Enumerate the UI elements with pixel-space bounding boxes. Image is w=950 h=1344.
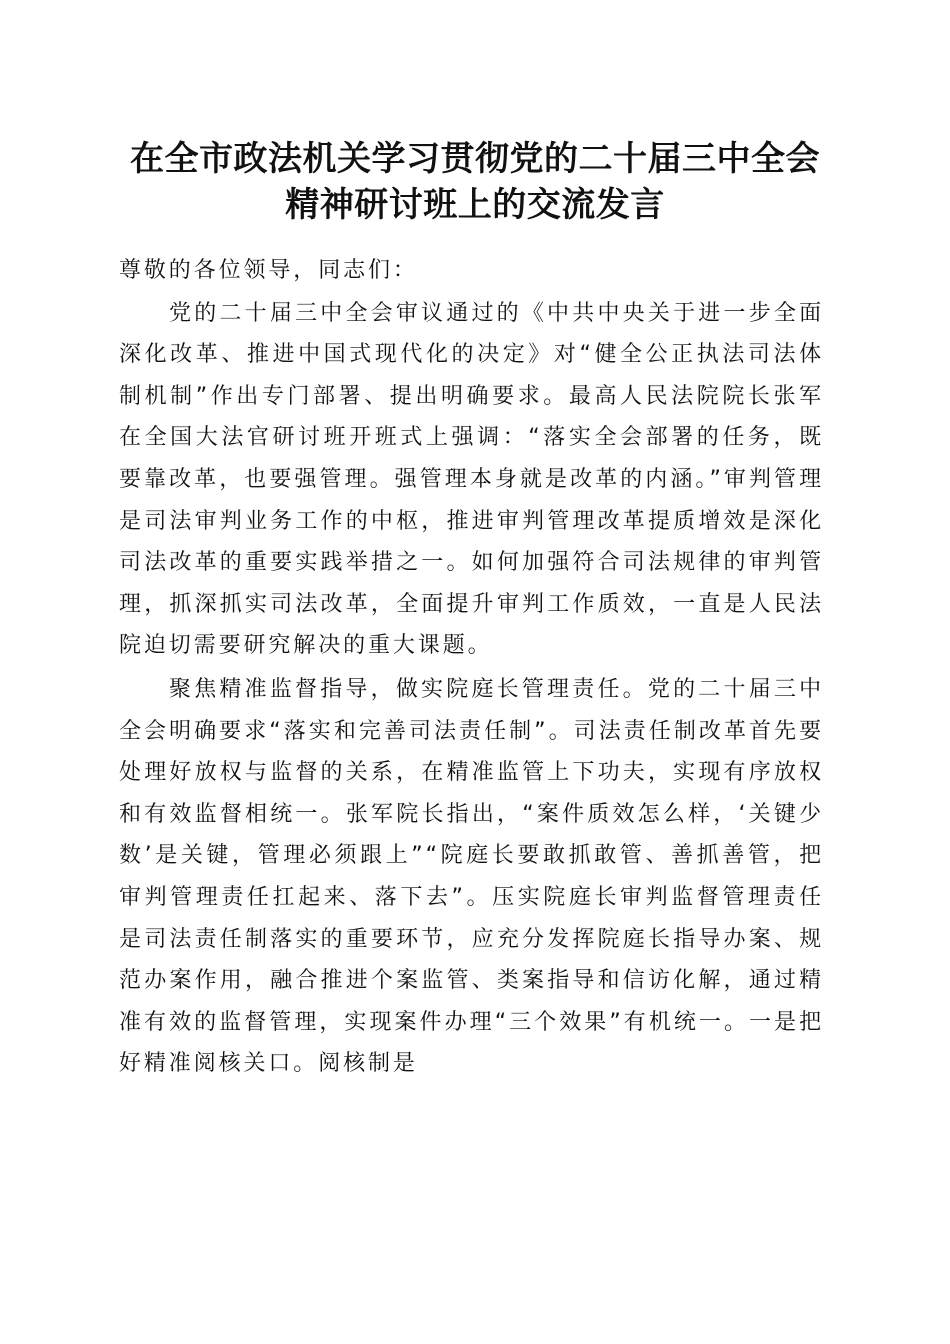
paragraph-intro: 党的二十届三中全会审议通过的《中共中央关于进一步全面深化改革、推进中国式现代化的决定》对“健全公正执法司法体制机制”作出专门部署、提出明确要求。最高人民法院院长张军在全国大法官研讨班开班式上强调：“落实全会部署的任务，既要靠改革，也要强管理。强管理本身就是改革的内涵。”审判管理是司法审判业务工作的中枢，推进审判管理改革提质增效是深化司法改革的重要实践举措之一。如何加强符合司法规律的审判管理，抓深抓实司法改革，全面提升审判工作质效，一直是人民法院迫切需要研究解决的重大课题。	[119, 300, 824, 659]
salutation: 尊敬的各位领导，同志们：	[119, 258, 418, 283]
paragraph-supervision: 聚焦精准监督指导，做实院庭长管理责任。党的二十届三中全会明确要求“落实和完善司法责任制”。司法责任制改革首先要处理好放权与监督的关系，在精准监管上下功夫，实现有序放权和有效监督相统一。张军院长指出，“案件质效怎么样，‘关键少数’是关键，管理必须跟上”“院庭长要敢抓敢管、善抓善管，把审判管理责任扛起来、落下去”。压实院庭长审判监督管理责任是司法责任制落实的重要环节，应充分发挥院庭长指导办案、规范办案作用，融合推进个案监管、类案指导和信访化解，通过精准有效的监督管理，实现案件办理“三个效果”有机统一。一是把好精准阅核关口。阅核制是	[119, 676, 824, 1077]
title-line-2: 精神研讨班上的交流发言	[285, 185, 665, 225]
title-line-1: 在全市政法机关学习贯彻党的二十届三中全会	[130, 139, 820, 179]
document-title	[95, 136, 855, 228]
document-body	[119, 250, 824, 1085]
